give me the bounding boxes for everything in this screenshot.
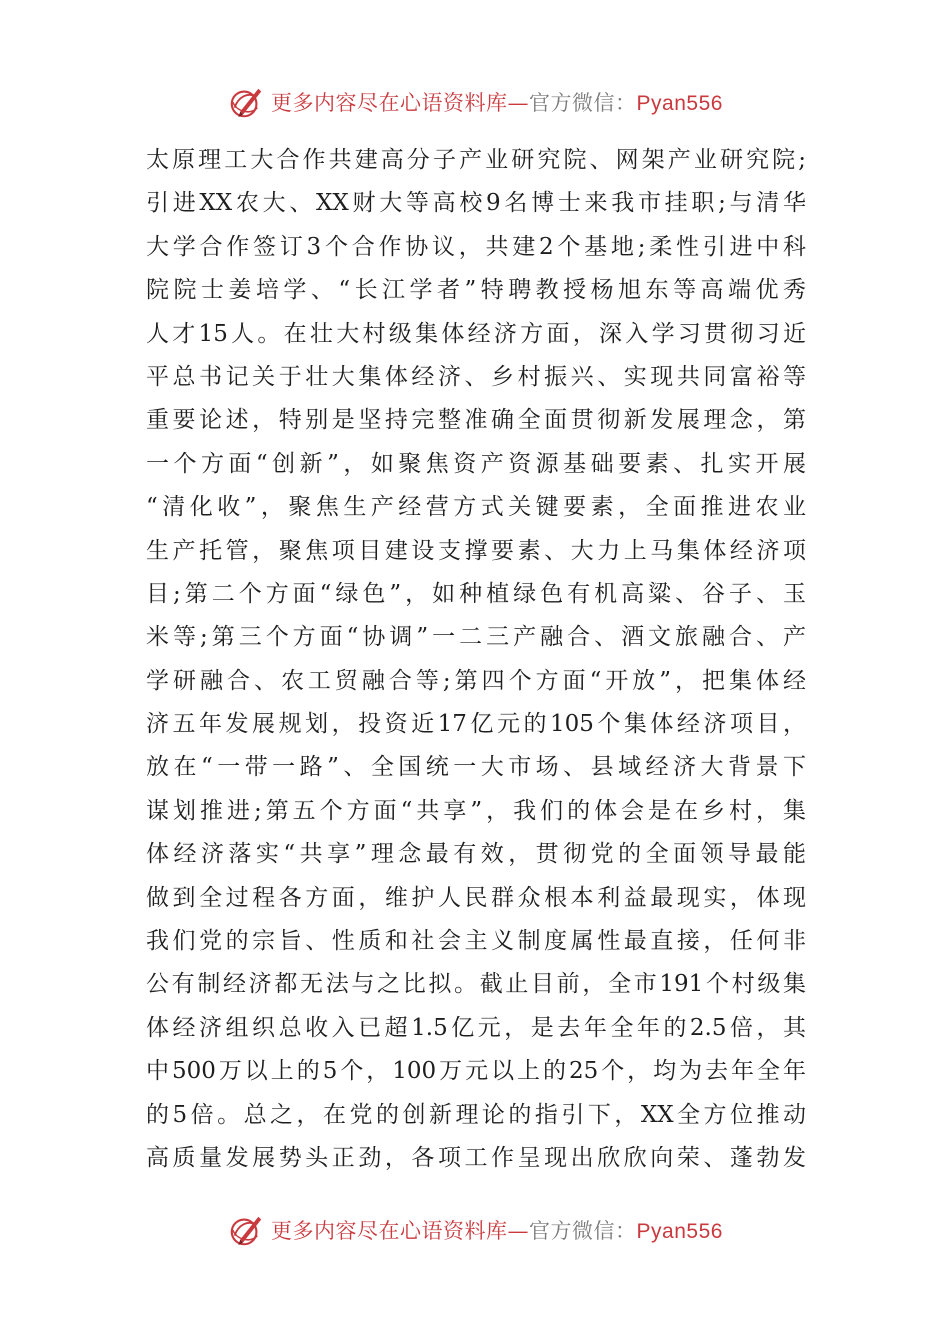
body-line: 公有制经济都无法与之比拟。截止目前，全市191个村级集 — [146, 971, 806, 998]
header-banner-inner — [227, 83, 723, 121]
document-body — [146, 139, 806, 1180]
body-line: 体经济组织总收入已超1.5亿元，是去年全年的2.5倍，其 — [146, 1014, 806, 1041]
body-line: 学研融合、农工贸融合等;第四个方面“开放”，把集体经 — [146, 667, 806, 694]
body-line: 目;第二个方面“绿色”，如种植绿色有机高粱、谷子、玉 — [146, 580, 806, 607]
body-line: 高质量发展势头正劲，各项工作呈现出欣欣向荣、蓬勃发 — [146, 1144, 806, 1171]
body-line: 大学合作签订3个合作协议，共建2个基地;柔性引进中科 — [146, 233, 806, 260]
pen-swirl-logo-icon — [227, 1211, 265, 1249]
body-line: 谋划推进;第五个方面“共享”，我们的体会是在乡村，集 — [146, 797, 806, 824]
body-line: 放在“一带一路”、全国统一大市场、县域经济大背景下 — [146, 754, 806, 781]
body-line: 平总书记关于壮大集体经济、乡村振兴、实现共同富裕等 — [146, 363, 806, 390]
body-line: 中500万以上的5个，100万元以上的25个，均为去年全年 — [146, 1058, 806, 1085]
footer-banner — [0, 1210, 950, 1250]
pen-swirl-logo-icon — [227, 83, 265, 121]
banner-wechat-label: 官方微信： — [529, 1219, 637, 1243]
body-line: 院院士姜培学、“长江学者”特聘教授杨旭东等高端优秀 — [146, 277, 806, 304]
body-line: 太原理工大合作共建高分子产业研究院、网架产业研究院; — [146, 147, 806, 173]
banner-site-text: 更多内容尽在心语资料库— — [271, 91, 530, 115]
body-line: 人才15人。在壮大村级集体经济方面，深入学习贯彻习近 — [146, 320, 806, 347]
body-line: 生产托管，聚焦项目建设支撑要素、大力上马集体经济项 — [146, 537, 806, 564]
body-line: 我们党的宗旨、性质和社会主义制度属性最直接，任何非 — [146, 928, 806, 955]
body-line: 的5倍。总之，在党的创新理论的指引下，XX全方位推动 — [146, 1101, 806, 1128]
body-line: 米等;第三个方面“协调”一二三产融合、酒文旅融合、产 — [146, 624, 806, 651]
body-line: 引进XX农大、XX财大等高校9名博士来我市挂职;与清华 — [146, 190, 806, 217]
body-line: 做到全过程各方面，维护人民群众根本利益最现实，体现 — [146, 884, 806, 911]
banner-wechat-id: Pyan556 — [636, 1220, 723, 1243]
banner-site-text: 更多内容尽在心语资料库— — [271, 1219, 530, 1243]
banner-text — [271, 1215, 723, 1245]
body-line: 一个方面“创新”，如聚焦资产资源基础要素、扎实开展 — [146, 450, 806, 477]
banner-text — [271, 87, 723, 117]
body-line: 济五年发展规划，投资近17亿元的105个集体经济项目， — [146, 711, 806, 738]
body-line: “清化收”，聚焦生产经营方式关键要素，全面推进农业 — [146, 494, 806, 521]
body-line: 重要论述，特别是坚持完整准确全面贯彻新发展理念，第 — [146, 407, 806, 434]
body-line: 体经济落实“共享”理念最有效，贯彻党的全面领导最能 — [146, 841, 806, 868]
banner-wechat-id: Pyan556 — [636, 92, 723, 115]
banner-wechat-label: 官方微信： — [529, 91, 637, 115]
header-banner — [0, 82, 950, 122]
footer-banner-inner — [227, 1211, 723, 1249]
